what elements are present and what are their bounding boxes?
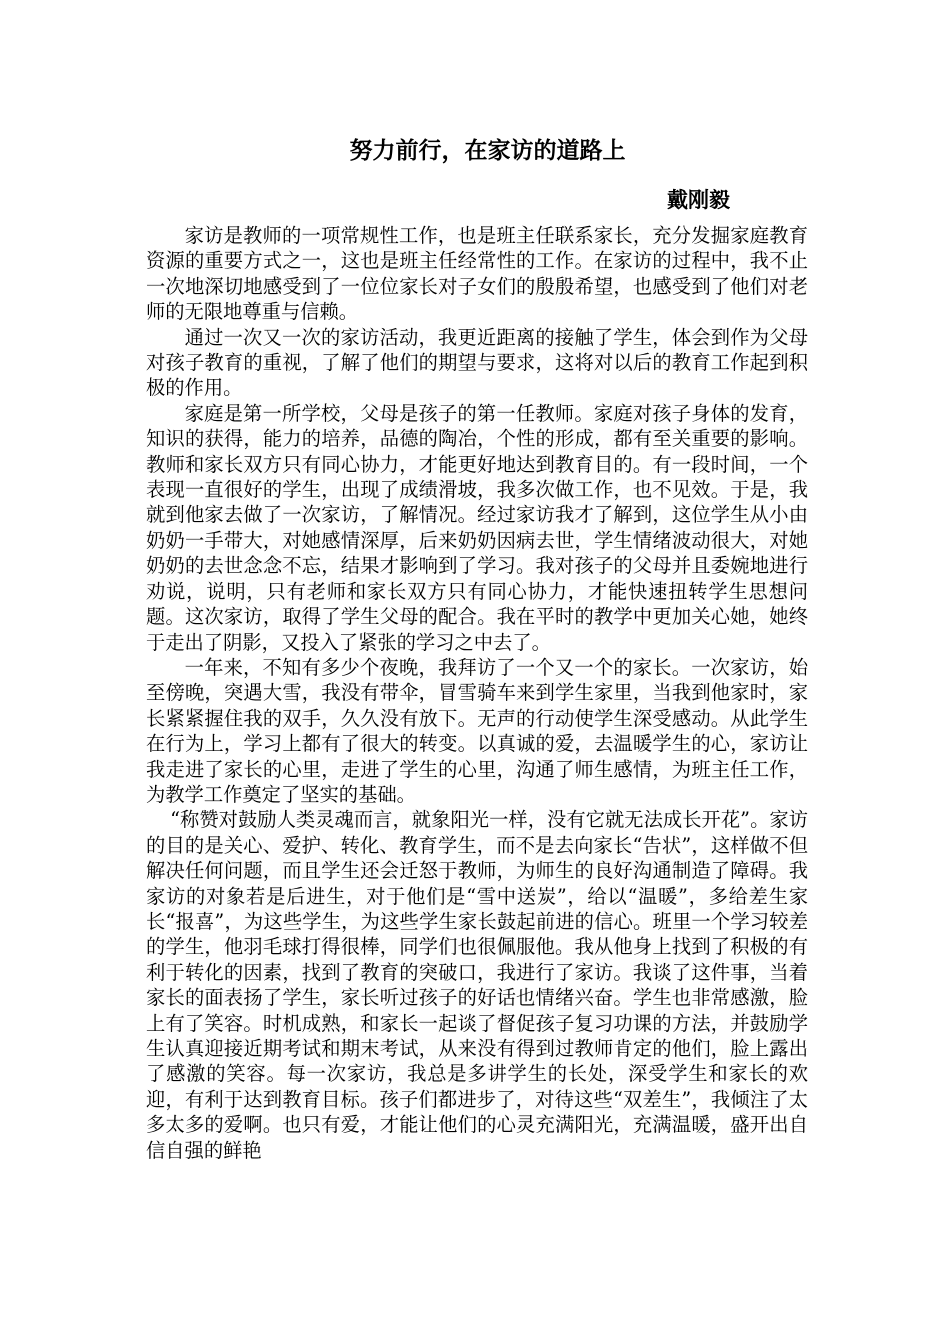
document-body — [146, 223, 808, 1163]
paragraph-2: 通过一次又一次的家访活动，我更近距离的接触了学生，体会到作为父母对孩子教育的重视，了解了他们的期望与要求，这将对以后的教育工作起到积极的作用。 — [146, 325, 808, 400]
paragraph-4: 一年来，不知有多少个夜晚，我拜访了一个又一个的家长。一次家访，始至傍晚，突遇大雪，我没有带伞，冒雪骑车来到学生家里，当我到他家时，家长紧紧握住我的双手，久久没有放下。无声的行动使学生深受感动。从此学生在行为上，学习上都有了很大的转变。以真诚的爱，去温暖学生的心，家访让我走进了家长的心里，走进了学生的心里，沟通了师生感情，为班主任工作，为教学工作奠定了坚实的基础。 — [146, 655, 808, 806]
paragraph-1: 家访是教师的一项常规性工作，也是班主任联系家长，充分发掘家庭教育资源的重要方式之一，这也是班主任经常性的工作。在家访的过程中，我不止一次地深切地感受到了一位位家长对子女们的殷殷希望，也感受到了他们对老师的无限地尊重与信赖。 — [146, 224, 808, 324]
paragraph-5: “称赞对鼓励人类灵魂而言，就象阳光一样，没有它就无法成长开花”。家访的目的是关心、爱护、转化、教育学生，而不是去向家长“告状”，这样做不但解决任何问题，而且学生还会迁怒于教师，为师生的良好沟通制造了障碍。我家访的对象若是后进生，对于他们是“雪中送炭”，给以“温暖”，多给差生家长“报喜”，为这些学生，为这些学生家长鼓起前进的信心。班里一个学习较差的学生，他羽毛球打得很棒，同学们也很佩服他。我从他身上找到了积极的有利于转化的因素，找到了教育的突破口，我进行了家访。我谈了这件事，当着家长的面表扬了学生，家长听过孩子的好话也情绪兴奋。学生也非常感激，脸上有了笑容。时机成熟，和家长一起谈了督促孩子复习功课的方法，并鼓励学生认真迎接近期考试和期末考试，从来没有得到过教师肯定的他们，脸上露出了感激的笑容。每一次家访，我总是多讲学生的长处，深受学生和家长的欢迎，有利于达到教育目标。孩子们都进步了，对待这些“双差生”，我倾注了太多太多的爱啊。也只有爱，才能让他们的心灵充满阳光，充满温暖，盛开出自信自强的鲜艳 — [146, 808, 808, 1162]
document-title: 努力前行，在家访的道路上 — [349, 137, 626, 164]
paragraph-3: 家庭是第一所学校，父母是孩子的第一任教师。家庭对孩子身体的发育，知识的获得，能力的培养，品德的陶冶，个性的形成，都有至关重要的影响。教师和家长双方只有同心协力，才能更好地达到教育目的。有一段时间，一个表现一直很好的学生，出现了成绩滑坡，我多次做工作，也不见效。于是，我就到他家去做了一次家访，了解情况。经过家访我才了解到，这位学生从小由奶奶一手带大，对她感情深厚，后来奶奶因病去世，学生情绪波动很大，对她奶奶的去世念念不忘，结果才影响到了学习。我对孩子的父母并且委婉地进行劝说，说明，只有老师和家长双方只有同心协力，才能快速扭转学生思想问题。这次家访，取得了学生父母的配合。我在平时的教学中更加关心她，她终于走出了阴影，又投入了紧张的学习之中去了。 — [146, 401, 808, 654]
document-author: 戴刚毅 — [667, 187, 730, 212]
